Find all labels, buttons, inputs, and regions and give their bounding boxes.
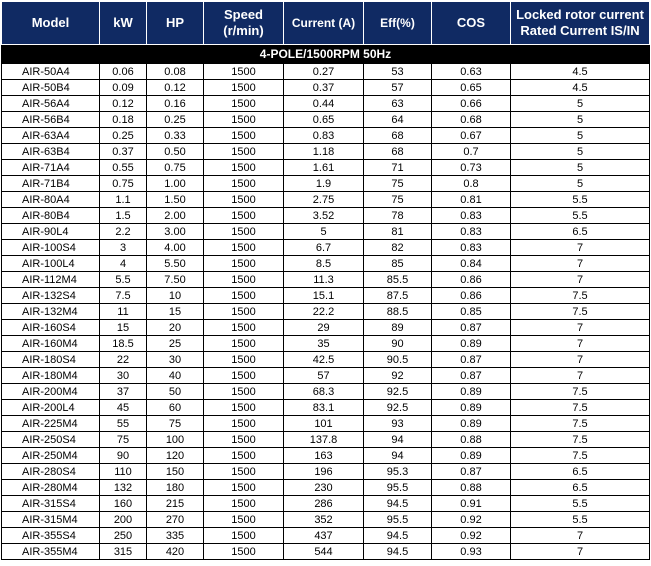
- cell-current: 544: [284, 544, 364, 560]
- cell-locked-rotor: 7: [511, 544, 650, 560]
- cell-current: 0.37: [284, 80, 364, 96]
- cell-hp: 335: [147, 528, 204, 544]
- cell-kw: 30: [100, 368, 147, 384]
- cell-kw: 45: [100, 400, 147, 416]
- cell-cos: 0.86: [432, 288, 511, 304]
- cell-locked-rotor: 7: [511, 528, 650, 544]
- cell-speed: 1500: [204, 384, 284, 400]
- cell-eff: 89: [364, 320, 432, 336]
- cell-eff: 87.5: [364, 288, 432, 304]
- cell-cos: 0.83: [432, 208, 511, 224]
- cell-speed: 1500: [204, 80, 284, 96]
- cell-model: AIR-80A4: [2, 192, 100, 208]
- cell-eff: 92.5: [364, 400, 432, 416]
- cell-model: AIR-50A4: [2, 64, 100, 80]
- cell-current: 437: [284, 528, 364, 544]
- cell-locked-rotor: 5.5: [511, 192, 650, 208]
- cell-kw: 15: [100, 320, 147, 336]
- cell-cos: 0.88: [432, 432, 511, 448]
- header-speed-line2: (r/min): [223, 23, 264, 38]
- table-row: [2, 240, 650, 256]
- cell-cos: 0.83: [432, 224, 511, 240]
- cell-hp: 15: [147, 304, 204, 320]
- cell-speed: 1500: [204, 192, 284, 208]
- cell-model: AIR-56A4: [2, 96, 100, 112]
- cell-model: AIR-90L4: [2, 224, 100, 240]
- cell-speed: 1500: [204, 112, 284, 128]
- cell-kw: 0.18: [100, 112, 147, 128]
- cell-speed: 1500: [204, 256, 284, 272]
- table-row: [2, 128, 650, 144]
- cell-locked-rotor: 5: [511, 160, 650, 176]
- header-cos: COS: [432, 2, 511, 45]
- cell-locked-rotor: 5: [511, 112, 650, 128]
- cell-eff: 85.5: [364, 272, 432, 288]
- cell-speed: 1500: [204, 320, 284, 336]
- cell-eff: 88.5: [364, 304, 432, 320]
- cell-eff: 53: [364, 64, 432, 80]
- cell-kw: 0.09: [100, 80, 147, 96]
- table-row: [2, 416, 650, 432]
- cell-current: 137.8: [284, 432, 364, 448]
- cell-kw: 75: [100, 432, 147, 448]
- cell-speed: 1500: [204, 464, 284, 480]
- cell-kw: 37: [100, 384, 147, 400]
- cell-kw: 2.2: [100, 224, 147, 240]
- header-kw: kW: [100, 2, 147, 45]
- header-eff: Eff(%): [364, 2, 432, 45]
- cell-hp: 0.50: [147, 144, 204, 160]
- table-row: [2, 160, 650, 176]
- table-row: [2, 112, 650, 128]
- table-row: [2, 480, 650, 496]
- cell-current: 196: [284, 464, 364, 480]
- cell-model: AIR-250M4: [2, 448, 100, 464]
- cell-locked-rotor: 7.5: [511, 416, 650, 432]
- cell-current: 0.65: [284, 112, 364, 128]
- cell-model: AIR-56B4: [2, 112, 100, 128]
- header-locked-line2: Rated Current IS/IN: [520, 23, 640, 38]
- table-row: [2, 96, 650, 112]
- cell-model: AIR-280M4: [2, 480, 100, 496]
- cell-locked-rotor: 7.5: [511, 384, 650, 400]
- cell-kw: 0.55: [100, 160, 147, 176]
- cell-locked-rotor: 6.5: [511, 224, 650, 240]
- cell-cos: 0.65: [432, 80, 511, 96]
- table-row: [2, 512, 650, 528]
- cell-cos: 0.89: [432, 400, 511, 416]
- cell-eff: 90.5: [364, 352, 432, 368]
- motor-spec-table: [1, 1, 650, 560]
- cell-current: 5: [284, 224, 364, 240]
- cell-hp: 10: [147, 288, 204, 304]
- header-speed-line1: Speed: [223, 7, 263, 22]
- cell-hp: 25: [147, 336, 204, 352]
- cell-model: AIR-180M4: [2, 368, 100, 384]
- cell-model: AIR-355M4: [2, 544, 100, 560]
- cell-locked-rotor: 5: [511, 144, 650, 160]
- cell-speed: 1500: [204, 496, 284, 512]
- cell-cos: 0.63: [432, 64, 511, 80]
- cell-kw: 1.5: [100, 208, 147, 224]
- table-row: [2, 64, 650, 80]
- cell-kw: 90: [100, 448, 147, 464]
- cell-model: AIR-50B4: [2, 80, 100, 96]
- cell-cos: 0.88: [432, 480, 511, 496]
- cell-cos: 0.89: [432, 336, 511, 352]
- cell-cos: 0.68: [432, 112, 511, 128]
- cell-kw: 0.12: [100, 96, 147, 112]
- header-locked-rotor: [511, 2, 650, 45]
- cell-speed: 1500: [204, 304, 284, 320]
- cell-current: 42.5: [284, 352, 364, 368]
- cell-locked-rotor: 4.5: [511, 64, 650, 80]
- cell-speed: 1500: [204, 208, 284, 224]
- cell-locked-rotor: 7.5: [511, 448, 650, 464]
- header-model: Model: [2, 2, 100, 45]
- cell-current: 1.9: [284, 176, 364, 192]
- cell-speed: 1500: [204, 160, 284, 176]
- cell-model: AIR-112M4: [2, 272, 100, 288]
- cell-kw: 200: [100, 512, 147, 528]
- cell-hp: 4.00: [147, 240, 204, 256]
- cell-locked-rotor: 5.5: [511, 208, 650, 224]
- cell-cos: 0.87: [432, 352, 511, 368]
- cell-speed: 1500: [204, 352, 284, 368]
- cell-speed: 1500: [204, 400, 284, 416]
- cell-kw: 1.1: [100, 192, 147, 208]
- cell-kw: 132: [100, 480, 147, 496]
- cell-eff: 95.3: [364, 464, 432, 480]
- cell-eff: 94.5: [364, 528, 432, 544]
- table-row: [2, 144, 650, 160]
- cell-hp: 1.00: [147, 176, 204, 192]
- cell-hp: 40: [147, 368, 204, 384]
- cell-locked-rotor: 7: [511, 368, 650, 384]
- cell-model: AIR-63A4: [2, 128, 100, 144]
- table-body: [2, 45, 650, 560]
- cell-locked-rotor: 5: [511, 128, 650, 144]
- cell-cos: 0.89: [432, 416, 511, 432]
- cell-current: 57: [284, 368, 364, 384]
- cell-model: AIR-225M4: [2, 416, 100, 432]
- table-row: [2, 384, 650, 400]
- cell-eff: 85: [364, 256, 432, 272]
- cell-cos: 0.87: [432, 320, 511, 336]
- cell-locked-rotor: 7.5: [511, 400, 650, 416]
- cell-kw: 0.75: [100, 176, 147, 192]
- cell-hp: 120: [147, 448, 204, 464]
- header-current: Current (A): [284, 2, 364, 45]
- cell-locked-rotor: 7.5: [511, 288, 650, 304]
- cell-locked-rotor: 7: [511, 272, 650, 288]
- cell-eff: 92: [364, 368, 432, 384]
- cell-hp: 150: [147, 464, 204, 480]
- cell-kw: 4: [100, 256, 147, 272]
- cell-cos: 0.83: [432, 240, 511, 256]
- cell-hp: 0.16: [147, 96, 204, 112]
- cell-model: AIR-80B4: [2, 208, 100, 224]
- cell-cos: 0.87: [432, 368, 511, 384]
- cell-cos: 0.89: [432, 384, 511, 400]
- table-header: [2, 2, 650, 45]
- table-row: [2, 448, 650, 464]
- cell-cos: 0.93: [432, 544, 511, 560]
- cell-speed: 1500: [204, 432, 284, 448]
- cell-hp: 7.50: [147, 272, 204, 288]
- cell-current: 101: [284, 416, 364, 432]
- cell-cos: 0.87: [432, 464, 511, 480]
- cell-current: 0.27: [284, 64, 364, 80]
- cell-eff: 63: [364, 96, 432, 112]
- cell-speed: 1500: [204, 480, 284, 496]
- cell-eff: 95.5: [364, 512, 432, 528]
- table-row: [2, 224, 650, 240]
- cell-eff: 81: [364, 224, 432, 240]
- cell-locked-rotor: 5: [511, 176, 650, 192]
- table-row: [2, 320, 650, 336]
- cell-model: AIR-315S4: [2, 496, 100, 512]
- cell-speed: 1500: [204, 96, 284, 112]
- section-row: [2, 45, 650, 64]
- cell-eff: 75: [364, 176, 432, 192]
- cell-speed: 1500: [204, 144, 284, 160]
- cell-speed: 1500: [204, 448, 284, 464]
- cell-kw: 11: [100, 304, 147, 320]
- cell-kw: 0.37: [100, 144, 147, 160]
- cell-kw: 315: [100, 544, 147, 560]
- table-row: [2, 288, 650, 304]
- cell-hp: 50: [147, 384, 204, 400]
- cell-locked-rotor: 7.5: [511, 432, 650, 448]
- table-row: [2, 192, 650, 208]
- cell-current: 6.7: [284, 240, 364, 256]
- cell-eff: 92.5: [364, 384, 432, 400]
- cell-current: 2.75: [284, 192, 364, 208]
- cell-cos: 0.7: [432, 144, 511, 160]
- cell-hp: 420: [147, 544, 204, 560]
- cell-model: AIR-315M4: [2, 512, 100, 528]
- cell-cos: 0.84: [432, 256, 511, 272]
- cell-current: 352: [284, 512, 364, 528]
- cell-locked-rotor: 4.5: [511, 80, 650, 96]
- cell-eff: 95.5: [364, 480, 432, 496]
- cell-eff: 82: [364, 240, 432, 256]
- cell-hp: 215: [147, 496, 204, 512]
- table-row: [2, 176, 650, 192]
- cell-cos: 0.66: [432, 96, 511, 112]
- cell-model: AIR-71B4: [2, 176, 100, 192]
- cell-eff: 75: [364, 192, 432, 208]
- cell-eff: 68: [364, 144, 432, 160]
- cell-kw: 110: [100, 464, 147, 480]
- cell-eff: 94.5: [364, 544, 432, 560]
- table-row: [2, 400, 650, 416]
- cell-kw: 55: [100, 416, 147, 432]
- cell-locked-rotor: 5.5: [511, 512, 650, 528]
- cell-kw: 250: [100, 528, 147, 544]
- cell-current: 3.52: [284, 208, 364, 224]
- cell-speed: 1500: [204, 240, 284, 256]
- cell-cos: 0.89: [432, 448, 511, 464]
- cell-hp: 3.00: [147, 224, 204, 240]
- cell-speed: 1500: [204, 528, 284, 544]
- cell-kw: 160: [100, 496, 147, 512]
- cell-kw: 0.25: [100, 128, 147, 144]
- cell-cos: 0.92: [432, 512, 511, 528]
- cell-locked-rotor: 7: [511, 240, 650, 256]
- cell-current: 230: [284, 480, 364, 496]
- table-row: [2, 272, 650, 288]
- cell-locked-rotor: 6.5: [511, 480, 650, 496]
- cell-hp: 2.00: [147, 208, 204, 224]
- cell-model: AIR-180S4: [2, 352, 100, 368]
- cell-cos: 0.86: [432, 272, 511, 288]
- cell-hp: 20: [147, 320, 204, 336]
- cell-current: 286: [284, 496, 364, 512]
- cell-current: 11.3: [284, 272, 364, 288]
- table-row: [2, 544, 650, 560]
- table-row: [2, 80, 650, 96]
- cell-speed: 1500: [204, 544, 284, 560]
- cell-kw: 0.06: [100, 64, 147, 80]
- cell-cos: 0.67: [432, 128, 511, 144]
- cell-eff: 94: [364, 448, 432, 464]
- table-row: [2, 336, 650, 352]
- cell-eff: 64: [364, 112, 432, 128]
- cell-hp: 100: [147, 432, 204, 448]
- cell-locked-rotor: 5: [511, 96, 650, 112]
- section-title: 4-POLE/1500RPM 50Hz: [2, 45, 650, 64]
- cell-speed: 1500: [204, 512, 284, 528]
- cell-kw: 18.5: [100, 336, 147, 352]
- cell-hp: 1.50: [147, 192, 204, 208]
- cell-model: AIR-355S4: [2, 528, 100, 544]
- cell-eff: 71: [364, 160, 432, 176]
- cell-locked-rotor: 5.5: [511, 496, 650, 512]
- cell-hp: 0.75: [147, 160, 204, 176]
- cell-model: AIR-250S4: [2, 432, 100, 448]
- cell-kw: 5.5: [100, 272, 147, 288]
- cell-model: AIR-71A4: [2, 160, 100, 176]
- cell-model: AIR-132S4: [2, 288, 100, 304]
- cell-eff: 78: [364, 208, 432, 224]
- cell-speed: 1500: [204, 368, 284, 384]
- cell-current: 1.18: [284, 144, 364, 160]
- cell-locked-rotor: 7: [511, 352, 650, 368]
- cell-model: AIR-100S4: [2, 240, 100, 256]
- cell-model: AIR-280S4: [2, 464, 100, 480]
- cell-current: 35: [284, 336, 364, 352]
- cell-cos: 0.81: [432, 192, 511, 208]
- table-row: [2, 304, 650, 320]
- cell-locked-rotor: 7.5: [511, 304, 650, 320]
- cell-speed: 1500: [204, 176, 284, 192]
- cell-speed: 1500: [204, 416, 284, 432]
- cell-speed: 1500: [204, 128, 284, 144]
- cell-eff: 94.5: [364, 496, 432, 512]
- cell-model: AIR-160S4: [2, 320, 100, 336]
- cell-locked-rotor: 7: [511, 336, 650, 352]
- cell-model: AIR-63B4: [2, 144, 100, 160]
- table-row: [2, 432, 650, 448]
- cell-speed: 1500: [204, 64, 284, 80]
- cell-cos: 0.91: [432, 496, 511, 512]
- cell-current: 22.2: [284, 304, 364, 320]
- cell-eff: 68: [364, 128, 432, 144]
- cell-current: 15.1: [284, 288, 364, 304]
- cell-speed: 1500: [204, 336, 284, 352]
- cell-model: AIR-160M4: [2, 336, 100, 352]
- cell-model: AIR-132M4: [2, 304, 100, 320]
- cell-hp: 270: [147, 512, 204, 528]
- table-row: [2, 528, 650, 544]
- table-row: [2, 352, 650, 368]
- cell-current: 83.1: [284, 400, 364, 416]
- cell-hp: 60: [147, 400, 204, 416]
- cell-locked-rotor: 7: [511, 320, 650, 336]
- cell-cos: 0.85: [432, 304, 511, 320]
- cell-hp: 180: [147, 480, 204, 496]
- cell-current: 1.61: [284, 160, 364, 176]
- cell-eff: 90: [364, 336, 432, 352]
- cell-cos: 0.8: [432, 176, 511, 192]
- header-hp: HP: [147, 2, 204, 45]
- cell-eff: 57: [364, 80, 432, 96]
- header-speed: [204, 2, 284, 45]
- header-locked-line1: Locked rotor current: [516, 7, 644, 22]
- cell-kw: 22: [100, 352, 147, 368]
- table-row: [2, 496, 650, 512]
- header-row: [2, 2, 650, 45]
- cell-locked-rotor: 7: [511, 256, 650, 272]
- cell-hp: 0.08: [147, 64, 204, 80]
- cell-current: 68.3: [284, 384, 364, 400]
- cell-model: AIR-200L4: [2, 400, 100, 416]
- cell-hp: 0.12: [147, 80, 204, 96]
- cell-current: 163: [284, 448, 364, 464]
- cell-hp: 75: [147, 416, 204, 432]
- cell-cos: 0.92: [432, 528, 511, 544]
- cell-hp: 30: [147, 352, 204, 368]
- cell-speed: 1500: [204, 272, 284, 288]
- cell-cos: 0.73: [432, 160, 511, 176]
- cell-current: 0.44: [284, 96, 364, 112]
- cell-hp: 5.50: [147, 256, 204, 272]
- spec-table-container: [1, 1, 650, 560]
- cell-kw: 7.5: [100, 288, 147, 304]
- cell-hp: 0.25: [147, 112, 204, 128]
- cell-eff: 93: [364, 416, 432, 432]
- table-row: [2, 208, 650, 224]
- table-row: [2, 464, 650, 480]
- cell-model: AIR-200M4: [2, 384, 100, 400]
- table-row: [2, 256, 650, 272]
- cell-locked-rotor: 6.5: [511, 464, 650, 480]
- cell-hp: 0.33: [147, 128, 204, 144]
- cell-speed: 1500: [204, 288, 284, 304]
- cell-current: 0.83: [284, 128, 364, 144]
- cell-current: 8.5: [284, 256, 364, 272]
- cell-current: 29: [284, 320, 364, 336]
- cell-speed: 1500: [204, 224, 284, 240]
- cell-model: AIR-100L4: [2, 256, 100, 272]
- table-row: [2, 368, 650, 384]
- cell-kw: 3: [100, 240, 147, 256]
- cell-eff: 94: [364, 432, 432, 448]
